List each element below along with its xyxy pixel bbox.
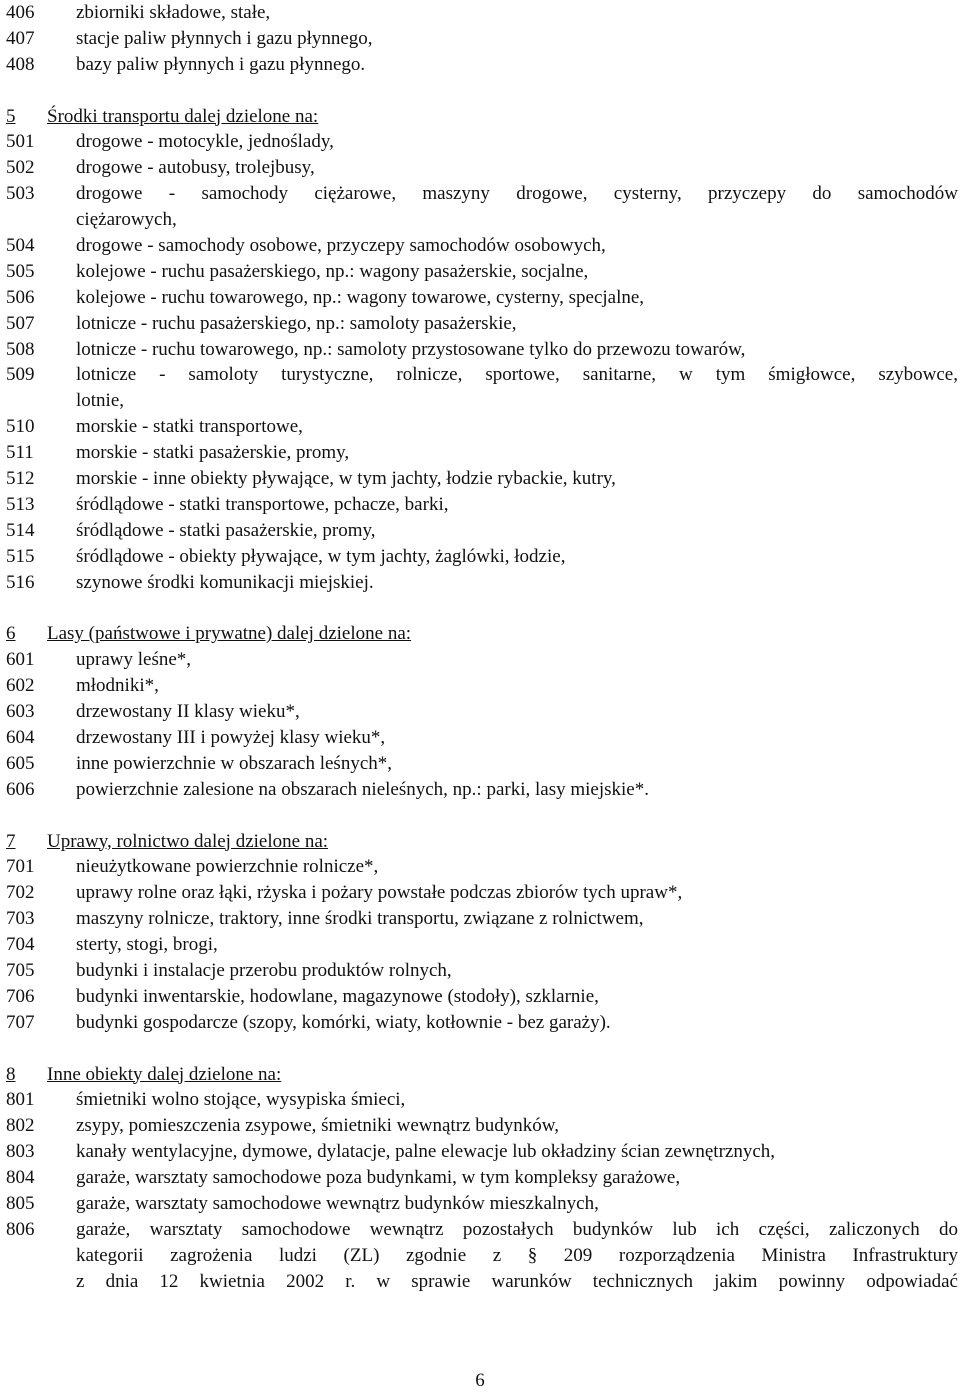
item-code: 507 [6, 312, 35, 334]
list-item-line [6, 518, 958, 544]
item-code: 707 [6, 1011, 35, 1033]
item-text: drogowe - samochody osobowe, przyczepy samochodów osobowych, [76, 235, 606, 257]
section-gap [6, 1036, 958, 1062]
section-gap [6, 595, 958, 621]
list-item [6, 984, 958, 1010]
list-item-line [6, 544, 958, 570]
item-text: maszyny rolnicze, traktory, inne środki transportu, związane z rolnictwem, [76, 908, 644, 930]
item-code: 501 [6, 131, 35, 153]
item-code: 513 [6, 493, 35, 515]
list-item-line [6, 1165, 958, 1191]
item-code: 703 [6, 908, 35, 930]
list-item-line [6, 285, 958, 311]
list-item [6, 570, 958, 596]
item-text: kanały wentylacyjne, dymowe, dylatacje, palne elewacje lub okładziny ścian zewnętrznych, [76, 1141, 776, 1163]
list-item-line [6, 777, 958, 803]
list-item [6, 337, 958, 363]
list-item-line [6, 492, 958, 518]
item-code: 706 [6, 985, 35, 1007]
section [6, 78, 958, 596]
list-item-line [6, 233, 958, 259]
list-item-line [6, 1010, 958, 1036]
section-heading-text: Uprawy, rolnictwo dalej dzielone na: [47, 830, 329, 852]
list-item [6, 129, 958, 155]
item-text: zbiorniki składowe, stałe, [76, 2, 271, 23]
list-item-line [6, 570, 958, 596]
item-text: drogowe - autobusy, trolejbusy, [76, 157, 315, 179]
list-item-line [6, 1087, 958, 1113]
list-item [6, 492, 958, 518]
item-text: śródlądowe - statki pasażerskie, promy, [76, 519, 376, 541]
section-heading [6, 829, 958, 855]
item-text: zsypy, pomieszczenia zsypowe, śmietniki wewnątrz budynków, [76, 1115, 559, 1137]
item-code: 804 [6, 1167, 35, 1189]
item-code [6, 388, 76, 414]
list-item [6, 285, 958, 311]
item-code: 504 [6, 235, 35, 257]
item-code: 701 [6, 856, 35, 878]
list-item-line [6, 1139, 958, 1165]
item-code: 705 [6, 959, 35, 981]
item-code: 408 [6, 53, 35, 75]
page-number: 6 [475, 1370, 485, 1391]
list-item-line [6, 129, 958, 155]
list-item [6, 647, 958, 673]
list-item-line [6, 207, 958, 233]
item-text: nieużytkowane powierzchnie rolnicze*, [76, 856, 379, 878]
section-gap [6, 803, 958, 829]
list-item [6, 0, 958, 26]
item-code: 605 [6, 752, 35, 774]
item-text: budynki gospodarcze (szopy, komórki, wiaty, kotłownie - bez garaży). [76, 1011, 611, 1033]
list-item-line [6, 984, 958, 1010]
section-heading-number: 7 [6, 830, 16, 852]
list-item-line [6, 155, 958, 181]
list-item-line [6, 647, 958, 673]
item-code [6, 1269, 76, 1295]
item-code: 505 [6, 260, 35, 282]
list-item-line [6, 0, 958, 26]
item-code: 515 [6, 545, 35, 567]
item-code: 510 [6, 416, 35, 438]
list-item-line [6, 751, 958, 777]
list-item [6, 1217, 958, 1295]
list-item-line [6, 440, 958, 466]
item-text: ciężarowych, [76, 209, 177, 231]
item-code [6, 1243, 76, 1269]
item-text: lotnicze - ruchu towarowego, np.: samoloty przystosowane tylko do przewozu towarów, [76, 338, 746, 360]
item-text: młodniki*, [76, 675, 159, 697]
section [6, 595, 958, 802]
list-item [6, 751, 958, 777]
item-code [6, 207, 76, 233]
list-item-line [6, 1269, 958, 1295]
item-text: inne powierzchnie w obszarach leśnych*, [76, 752, 393, 774]
section-heading [6, 621, 958, 647]
item-code: 406 [6, 2, 35, 23]
list-item-line [6, 725, 958, 751]
list-item [6, 1087, 958, 1113]
list-item [6, 233, 958, 259]
section-heading [6, 104, 958, 130]
list-item-line [6, 337, 958, 363]
item-code: 704 [6, 934, 35, 956]
list-item-line [6, 1191, 958, 1217]
section [6, 803, 958, 1036]
item-code: 803 [6, 1141, 35, 1163]
list-item [6, 880, 958, 906]
list-item-line [6, 1243, 958, 1269]
item-text: lotnie, [76, 390, 125, 412]
item-code: 802 [6, 1115, 35, 1137]
list-item [6, 414, 958, 440]
list-item [6, 26, 958, 52]
list-item [6, 673, 958, 699]
item-text: morskie - inne obiekty pływające, w tym jachty, łodzie rybackie, kutry, [76, 468, 616, 490]
list-item [6, 544, 958, 570]
item-text: śródlądowe - statki transportowe, pchacze, barki, [76, 493, 449, 515]
item-text: bazy paliw płynnych i gazu płynnego. [76, 53, 366, 75]
list-item-line [6, 311, 958, 337]
section [6, 1036, 958, 1295]
list-item-line [6, 958, 958, 984]
list-item [6, 1010, 958, 1036]
item-text: lotnicze - samoloty turystyczne, rolnicze, sportowe, sanitarne, w tym śmigłowce, szybowce, [76, 364, 958, 386]
item-code: 801 [6, 1089, 35, 1111]
list-item-line [6, 906, 958, 932]
section-heading-text: Środki transportu dalej dzielone na: [47, 105, 319, 127]
item-code: 502 [6, 157, 35, 179]
list-item [6, 777, 958, 803]
item-text: kolejowe - ruchu towarowego, np.: wagony towarowe, cysterny, specjalne, [76, 286, 645, 308]
item-text: morskie - statki pasażerskie, promy, [76, 442, 350, 464]
item-code: 512 [6, 468, 35, 490]
item-code: 407 [6, 27, 35, 49]
item-text: uprawy leśne*, [76, 649, 192, 671]
list-item [6, 155, 958, 181]
item-code: 602 [6, 675, 35, 697]
list-item [6, 181, 958, 233]
item-text: drzewostany III i powyżej klasy wieku*, [76, 726, 386, 748]
list-item [6, 699, 958, 725]
section-heading [6, 1062, 958, 1088]
list-item [6, 958, 958, 984]
item-code: 511 [6, 442, 34, 464]
list-item [6, 259, 958, 285]
list-item-line [6, 1217, 958, 1243]
list-item-line [6, 259, 958, 285]
item-text: powierzchnie zalesione na obszarach nieleśnych, np.: parki, lasy miejskie*. [76, 778, 649, 800]
list-item-line [6, 699, 958, 725]
item-code: 604 [6, 726, 35, 748]
item-text: budynki i instalacje przerobu produktów rolnych, [76, 959, 452, 981]
list-item-line [6, 388, 958, 414]
item-code: 702 [6, 882, 35, 904]
item-text: szynowe środki komunikacji miejskiej. [76, 571, 374, 593]
document-body [6, 0, 958, 1295]
item-code: 516 [6, 571, 35, 593]
item-code: 508 [6, 338, 35, 360]
item-code: 601 [6, 649, 35, 671]
item-text: drogowe - motocykle, jednoślady, [76, 131, 334, 153]
item-text: sterty, stogi, brogi, [76, 934, 218, 956]
list-item [6, 518, 958, 544]
list-item-line [6, 26, 958, 52]
section-heading-number: 8 [6, 1063, 16, 1085]
item-text: lotnicze - ruchu pasażerskiego, np.: samoloty pasażerskie, [76, 312, 517, 334]
item-text: uprawy rolne oraz łąki, rżyska i pożary powstałe podczas zbiorów tych upraw*, [76, 882, 683, 904]
item-code: 606 [6, 778, 35, 800]
list-item [6, 1139, 958, 1165]
list-item-line [6, 1113, 958, 1139]
item-text: kategorii zagrożenia ludzi (ZL) zgodnie z § 209 rozporządzenia Ministra Infrastruktury [76, 1244, 958, 1266]
list-item [6, 932, 958, 958]
list-item [6, 725, 958, 751]
section-heading-text: Inne obiekty dalej dzielone na: [47, 1063, 282, 1085]
list-item [6, 906, 958, 932]
item-code: 805 [6, 1192, 35, 1214]
item-text: garaże, warsztaty samochodowe wewnątrz budynków mieszkalnych, [76, 1192, 599, 1214]
list-item-line [6, 52, 958, 78]
item-text: z dnia 12 kwietnia 2002 r. w sprawie warunków technicznych jakim powinny odpowiadać [76, 1270, 958, 1292]
list-item [6, 52, 958, 78]
list-item-line [6, 362, 958, 388]
item-text: stacje paliw płynnych i gazu płynnego, [76, 27, 373, 49]
item-text: śródlądowe - obiekty pływające, w tym jachty, żaglówki, łodzie, [76, 545, 566, 567]
section-gap [6, 78, 958, 104]
item-text: kolejowe - ruchu pasażerskiego, np.: wagony pasażerskie, socjalne, [76, 260, 589, 282]
section-heading-number: 5 [6, 105, 16, 127]
list-item-line [6, 181, 958, 207]
item-text: budynki inwentarskie, hodowlane, magazynowe (stodoły), szklarnie, [76, 985, 599, 1007]
list-item [6, 1113, 958, 1139]
item-text: morskie - statki transportowe, [76, 416, 303, 438]
section-heading-number: 6 [6, 623, 16, 645]
list-item [6, 1191, 958, 1217]
list-item-line [6, 414, 958, 440]
item-code: 503 [6, 183, 35, 205]
item-code: 506 [6, 286, 35, 308]
item-code: 514 [6, 519, 35, 541]
item-text: garaże, warsztaty samochodowe poza budynkami, w tym kompleksy garażowe, [76, 1167, 681, 1189]
section-heading-text: Lasy (państwowe i prywatne) dalej dzielone na: [47, 623, 412, 645]
list-item-line [6, 854, 958, 880]
list-item [6, 466, 958, 492]
item-text: drogowe - samochody ciężarowe, maszyny drogowe, cysterny, przyczepy do samochodów [76, 183, 958, 205]
list-item [6, 362, 958, 414]
item-code: 509 [6, 364, 35, 386]
list-item [6, 311, 958, 337]
item-text: śmietniki wolno stojące, wysypiska śmieci, [76, 1089, 406, 1111]
item-code: 806 [6, 1218, 35, 1240]
list-item [6, 854, 958, 880]
section [6, 0, 958, 78]
item-text: garaże, warsztaty samochodowe wewnątrz pozostałych budynków lub ich części, zaliczonych do [76, 1218, 958, 1240]
list-item-line [6, 932, 958, 958]
list-item [6, 1165, 958, 1191]
list-item-line [6, 466, 958, 492]
list-item [6, 440, 958, 466]
list-item-line [6, 673, 958, 699]
item-text: drzewostany II klasy wieku*, [76, 701, 300, 723]
item-code: 603 [6, 701, 35, 723]
list-item-line [6, 880, 958, 906]
